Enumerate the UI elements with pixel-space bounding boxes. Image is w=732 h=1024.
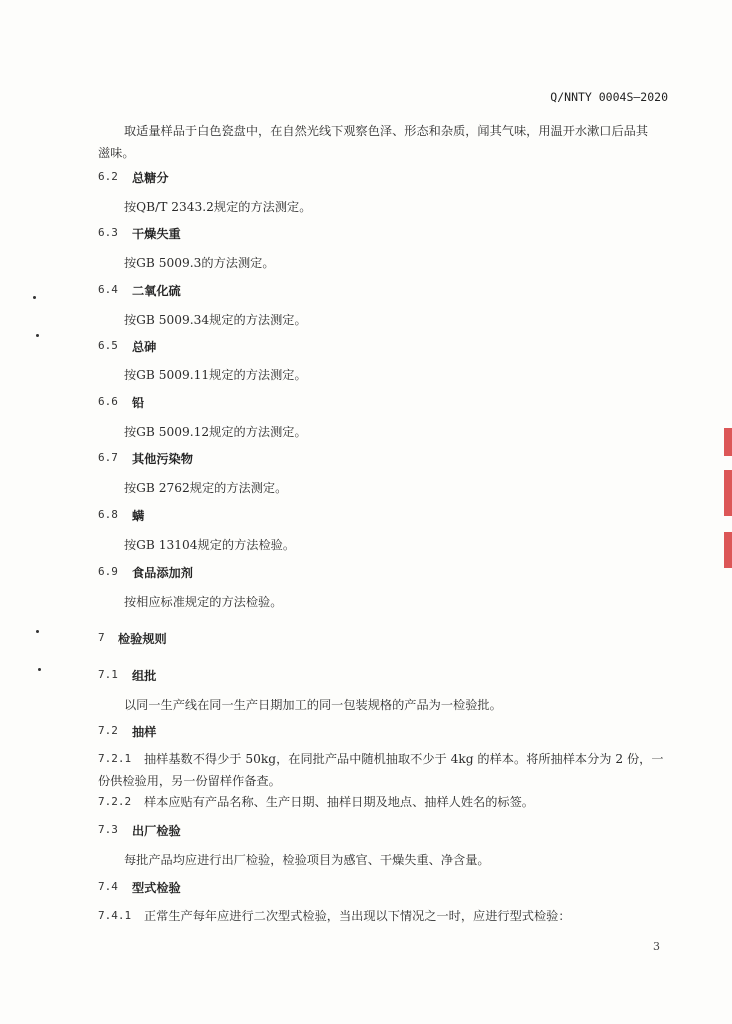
- section-6-4-title: 二氧化硫: [132, 284, 181, 298]
- chapter-7-title: 检验规则: [118, 632, 167, 646]
- clause-7-2-2-number: 7.2.2: [98, 795, 132, 808]
- scan-speck: [36, 630, 39, 633]
- section-7-3-number: 7.3: [98, 823, 118, 836]
- section-7-3-body: 每批产品均应进行出厂检验，检验项目为感官、干燥失重、净含量。: [124, 853, 490, 867]
- section-6-9-title: 食品添加剂: [132, 566, 193, 580]
- section-6-5-number: 6.5: [98, 339, 118, 352]
- section-6-9-number: 6.9: [98, 565, 118, 578]
- section-7-2-title: 抽样: [132, 725, 157, 739]
- section-7-2-number: 7.2: [98, 724, 118, 737]
- section-7-1-number: 7.1: [98, 668, 118, 681]
- section-6-7-number: 6.7: [98, 451, 118, 464]
- section-6-3-title: 干燥失重: [132, 227, 181, 241]
- clause-7-2-1-line-1: 抽样基数不得少于 50kg，在同批产品中随机抽取不少于 4kg 的样本。将所抽样本分为 2 份，一: [144, 752, 664, 766]
- section-7-1-body: 以同一生产线在同一生产日期加工的同一包装规格的产品为一检验批。: [124, 698, 502, 712]
- clause-7-2-2-body: 样本应贴有产品名称、生产日期、抽样日期及地点、抽样人姓名的标签。: [144, 795, 534, 809]
- section-6-6-number: 6.6: [98, 395, 118, 408]
- section-6-7-title: 其他污染物: [132, 452, 193, 466]
- standard-code: Q/NNTY 0004S—2020: [550, 90, 668, 104]
- section-7-4-number: 7.4: [98, 880, 118, 893]
- red-seal-fragment: [724, 532, 732, 568]
- section-6-6-body: 按GB 5009.12规定的方法测定。: [124, 425, 307, 439]
- clause-7-2-1-line-2: 份供检验用，另一份留样作备查。: [98, 774, 281, 788]
- red-seal-fragment: [724, 428, 732, 456]
- intro-line-2: 滋味。: [98, 146, 135, 160]
- page-number: 3: [653, 940, 660, 953]
- section-6-3-number: 6.3: [98, 226, 118, 239]
- section-7-3-title: 出厂检验: [132, 824, 181, 838]
- section-6-2-title: 总糖分: [132, 171, 169, 185]
- section-6-7-body: 按GB 2762规定的方法测定。: [124, 481, 288, 495]
- scan-speck: [33, 296, 36, 299]
- section-6-8-title: 螨: [132, 509, 145, 523]
- section-6-2-number: 6.2: [98, 170, 118, 183]
- section-6-2-body: 按QB/T 2343.2规定的方法测定。: [124, 200, 312, 214]
- section-6-8-body: 按GB 13104规定的方法检验。: [124, 538, 296, 552]
- section-6-9-body: 按相应标准规定的方法检验。: [124, 595, 283, 609]
- scan-speck: [36, 334, 39, 337]
- scan-speck: [38, 668, 41, 671]
- section-6-6-title: 铅: [132, 396, 145, 410]
- section-7-1-title: 组批: [132, 669, 157, 683]
- section-6-4-number: 6.4: [98, 283, 118, 296]
- section-6-5-body: 按GB 5009.11规定的方法测定。: [124, 368, 307, 382]
- clause-7-4-1-number: 7.4.1: [98, 909, 132, 922]
- intro-line-1: 取适量样品于白色瓷盘中，在自然光线下观察色泽、形态和杂质，闻其气味，用温开水漱口后品其: [124, 124, 649, 138]
- section-6-5-title: 总砷: [132, 340, 157, 354]
- section-6-3-body: 按GB 5009.3的方法测定。: [124, 256, 275, 270]
- clause-7-2-1-number: 7.2.1: [98, 752, 132, 765]
- chapter-7-number: 7: [98, 631, 105, 644]
- section-7-4-title: 型式检验: [132, 881, 181, 895]
- section-6-4-body: 按GB 5009.34规定的方法测定。: [124, 313, 307, 327]
- red-seal-fragment: [724, 470, 732, 516]
- section-6-8-number: 6.8: [98, 508, 118, 521]
- clause-7-4-1-body: 正常生产每年应进行二次型式检验，当出现以下情况之一时，应进行型式检验：: [144, 909, 571, 923]
